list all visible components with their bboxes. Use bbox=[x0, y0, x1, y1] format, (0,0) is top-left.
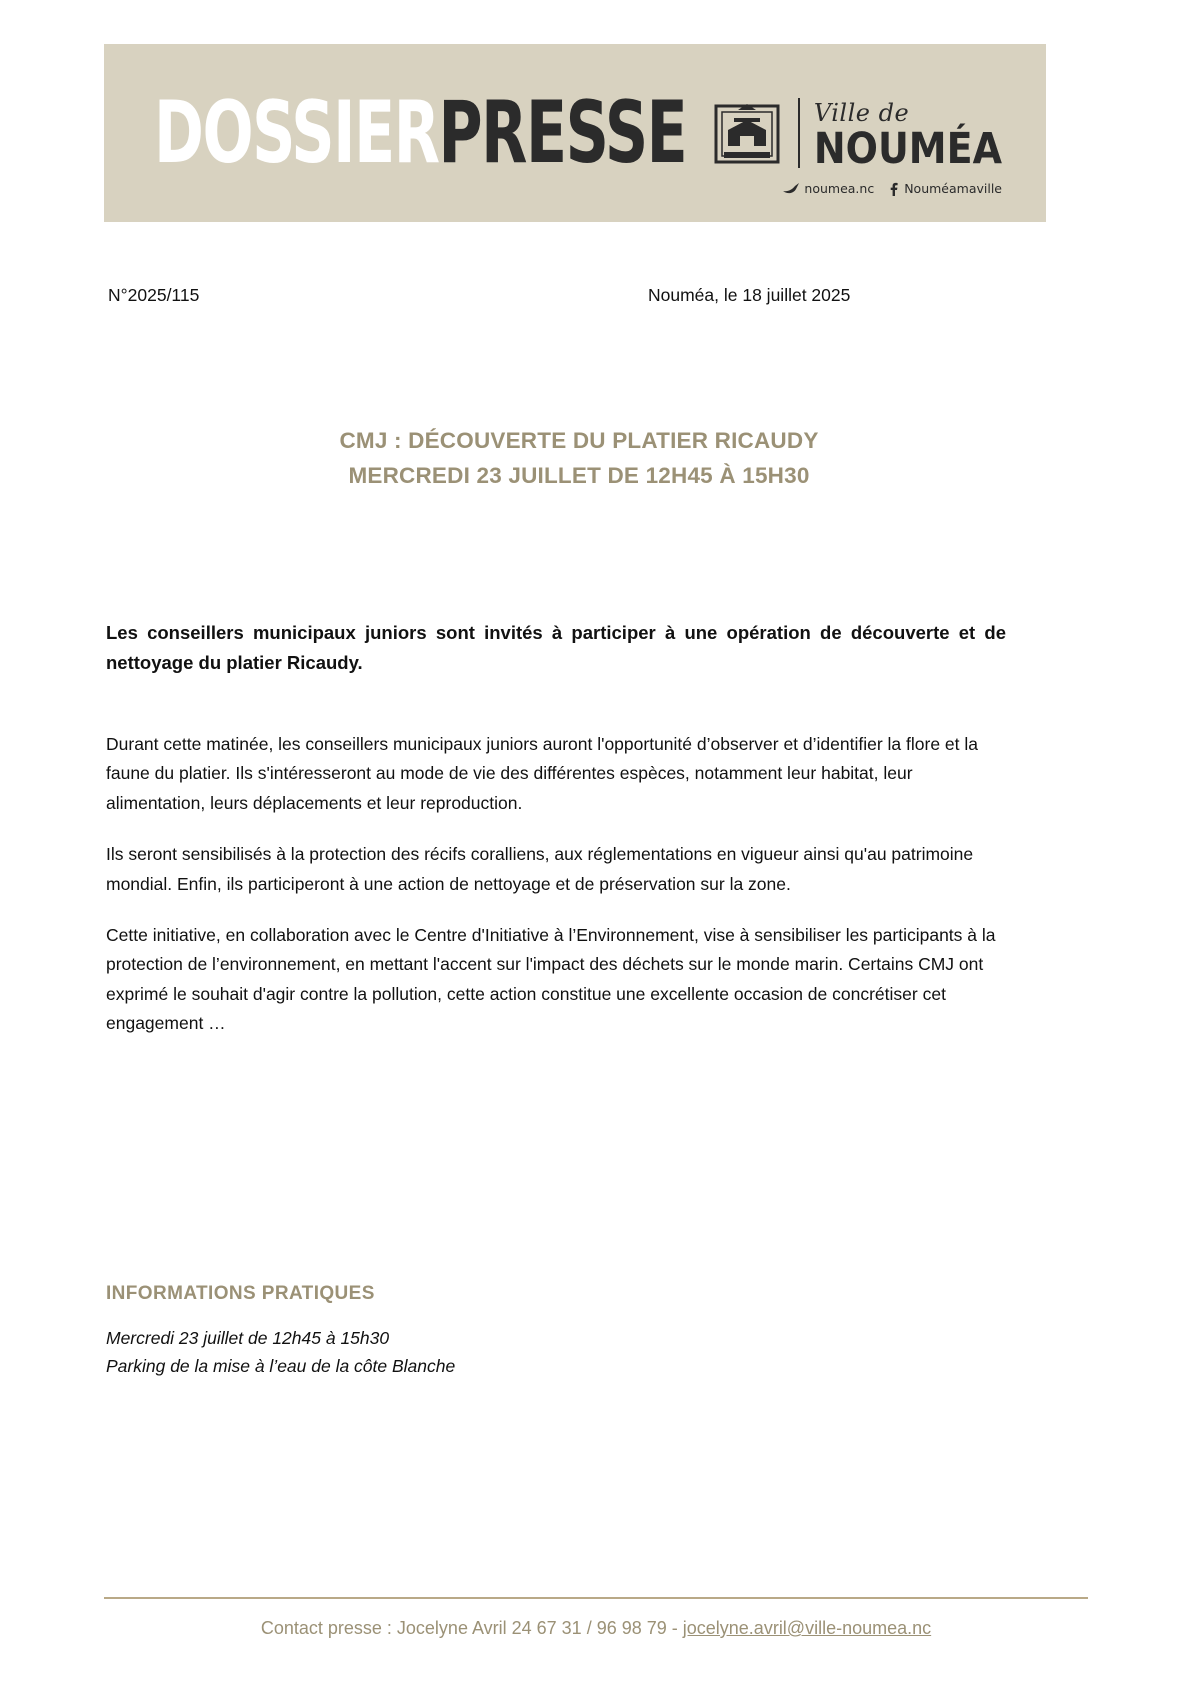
header-band bbox=[104, 44, 1046, 222]
practical-info-heading: INFORMATIONS PRATIQUES bbox=[106, 1283, 375, 1304]
body-text bbox=[106, 730, 1004, 1039]
city-crest-icon bbox=[710, 96, 784, 170]
page-title-line-2: MERCREDI 23 JUILLET DE 12H45 À 15H30 bbox=[348, 462, 810, 488]
ville-de-noumea-logo bbox=[710, 96, 1002, 173]
footer-contact-email[interactable]: jocelyne.avril@ville-noumea.nc bbox=[682, 1618, 932, 1638]
practical-info-date: Mercredi 23 juillet de 12h45 à 15h30 bbox=[106, 1328, 390, 1348]
logo-ville-de-label: Ville de bbox=[813, 99, 910, 127]
body-paragraph: Durant cette matinée, les conseillers municipaux juniors auront l'opportunité d’observer et d’identifier la flore et la faune du platier. Ils s'intéresseront au mode de vie des différentes espèces, notamment leur habitat, leur alimentation, leurs déplacements et leur reproduction. bbox=[106, 734, 978, 813]
dateline: Nouméa, le 18 juillet 2025 bbox=[648, 285, 851, 305]
dossier-presse-wordmark bbox=[154, 81, 687, 183]
practical-info-details bbox=[106, 1325, 906, 1380]
bird-icon bbox=[783, 183, 799, 195]
footer-contact-label: Contact presse : Jocelyne Avril 24 67 31 / 96 98 79 - bbox=[260, 1618, 683, 1638]
practical-info-location: Parking de la mise à l’eau de la côte Blanche bbox=[106, 1355, 456, 1376]
social-links bbox=[783, 181, 1002, 196]
body-paragraph: Cette initiative, en collaboration avec le Centre d'Initiative à l’Environnement, vise à sensibiliser les participants à la protection de l’environnement, en mettant l'accent sur l'impact des déchets sur le monde marin. Certains CMJ ont exprimé le souhait d'agir contre la pollution, cette action constitue une excellente occasion de concrétiser cet engagement … bbox=[106, 924, 996, 1034]
logo-noumea-label: NOUMÉA bbox=[813, 123, 1002, 173]
page-title bbox=[108, 424, 1050, 494]
logo-divider bbox=[798, 98, 800, 168]
website-label: noumea.nc bbox=[804, 181, 875, 196]
footer-contact bbox=[104, 1618, 1088, 1639]
footer-divider bbox=[104, 1597, 1088, 1599]
website-link[interactable] bbox=[783, 181, 874, 196]
body-paragraph: Ils seront sensibilisés à la protection des récifs coralliens, aux réglementations en vigueur ainsi qu'au patrimoine mondial. Enfin, ils participeront à une action de nettoyage et de préservation sur la zone. bbox=[106, 844, 974, 894]
logo-text bbox=[813, 99, 1002, 173]
wordmark-presse: PRESSE bbox=[438, 81, 687, 183]
page-title-line-1: CMJ : DÉCOUVERTE DU PLATIER RICAUDY bbox=[339, 428, 819, 453]
facebook-icon bbox=[888, 182, 899, 196]
lead-paragraph: Les conseillers municipaux juniors sont invités à participer à une opération de découverte et de nettoyage du platier Ricaudy. bbox=[106, 622, 1006, 673]
reference-number: N°2025/115 bbox=[108, 285, 200, 305]
facebook-label: Nouméamaville bbox=[904, 181, 1002, 196]
wordmark-dossier: DOSSIER bbox=[154, 81, 439, 183]
facebook-link[interactable] bbox=[888, 181, 1002, 196]
